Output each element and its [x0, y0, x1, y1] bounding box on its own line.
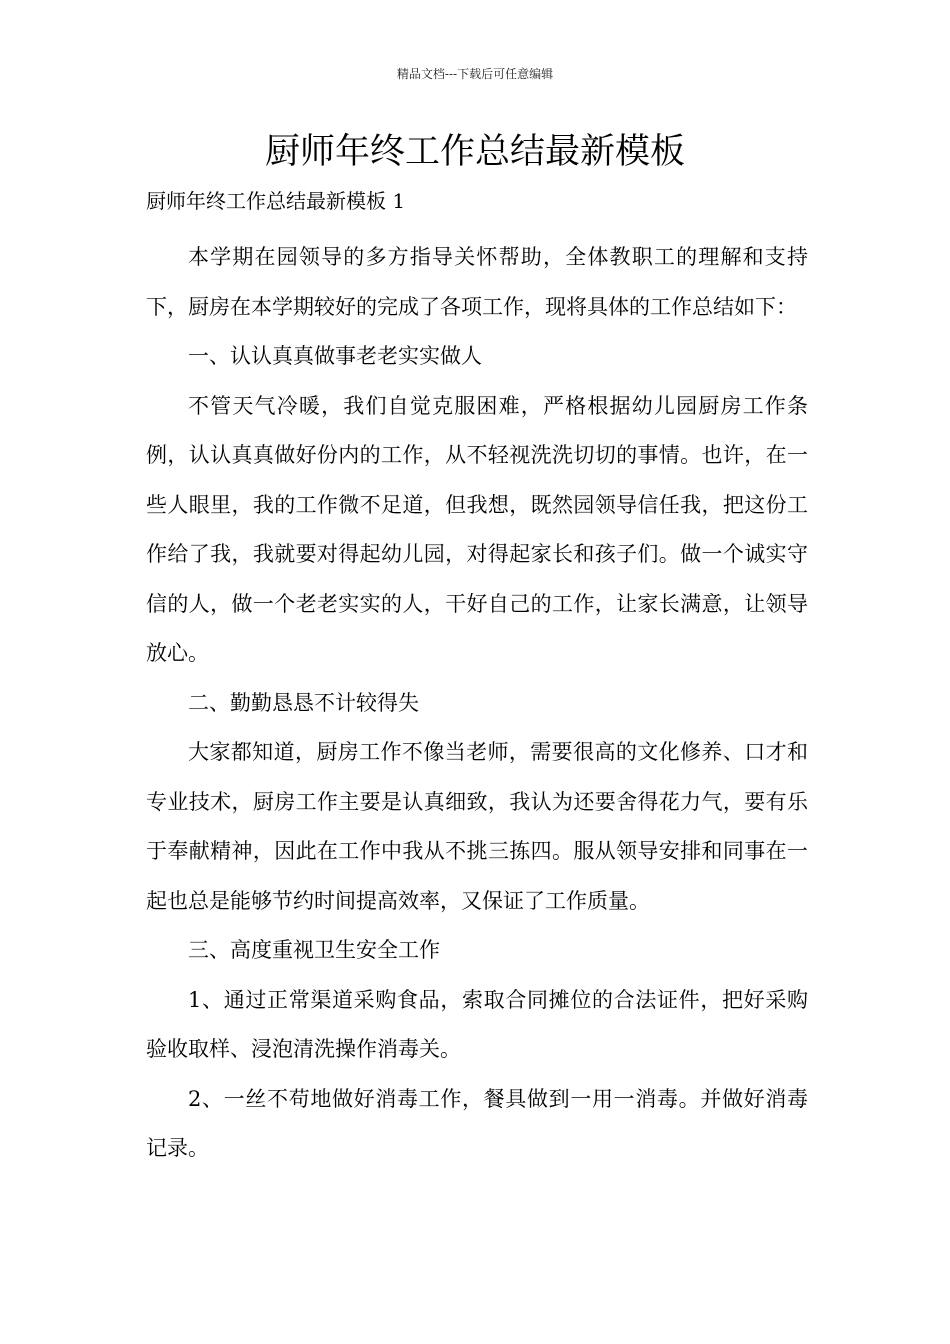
- document-body: [146, 233, 808, 1174]
- header-note: 精品文档---下载后可任意编辑: [396, 67, 554, 81]
- section-heading-3: 三、高度重视卫生安全工作: [188, 938, 440, 962]
- section-heading-2: 二、勤勤恳恳不计较得失: [188, 690, 419, 715]
- intro-paragraph: 本学期在园领导的多方指导关怀帮助，全体教职工的理解和支持下，厨房在本学期较好的完成了各项工作，现将具体的工作总结如下：: [146, 245, 808, 319]
- section-1-paragraph: 不管天气冷暖，我们自觉克服困难，严格根据幼儿园厨房工作条例，认认真真做好份内的工作，从不轻视洗洗切切的事情。也许，在一些人眼里，我的工作微不足道，但我想，既然园领导信任我，把这份工作给了我，我就要对得起幼儿园，对得起家长和孩子们。做一个诚实守信的人，做一个老老实实的人，干好自己的工作，让家长满意，让领导放心。: [146, 393, 808, 665]
- section-3-item-2: 2、一丝不苟地做好消毒工作，餐具做到一用一消毒。并做好消毒记录。: [146, 1086, 808, 1160]
- section-3-item-1: 1、通过正常渠道采购食品，索取合同摊位的合法证件，把好采购验收取样、浸泡清洗操作消毒关。: [146, 987, 808, 1061]
- section-2-paragraph: 大家都知道，厨房工作不像当老师，需要很高的文化修养、口才和专业技术，厨房工作主要是认真细致，我认为还要舍得花力气，要有乐于奉献精神，因此在工作中我从不挑三拣四。服从领导安排和同事在一起也总是能够节约时间提高效率，又保证了工作质量。: [146, 740, 808, 913]
- document-subtitle: 厨师年终工作总结最新模板 1: [146, 189, 406, 213]
- document-title: 厨师年终工作总结最新模板: [264, 132, 685, 172]
- section-heading-1: 一、认认真真做事老老实实做人: [188, 344, 482, 368]
